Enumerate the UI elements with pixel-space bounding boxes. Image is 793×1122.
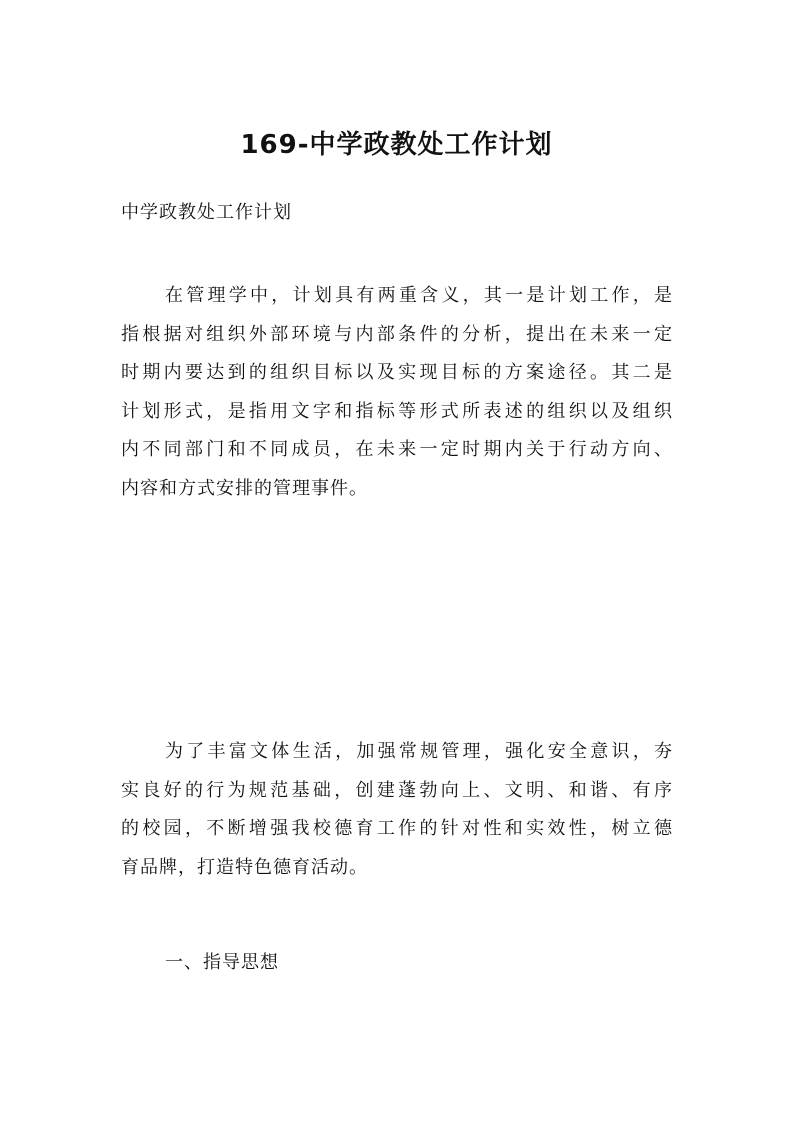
document-subtitle: 中学政教处工作计划 <box>121 202 292 223</box>
paragraph-line: 时期内要达到的组织目标以及实现目标的方案途径。其二是 <box>121 362 673 384</box>
paragraph-line: 在管理学中，计划具有两重含义，其一是计划工作，是 <box>165 285 673 306</box>
paragraph-line: 内容和方式安排的管理事件。 <box>121 477 368 499</box>
paragraph-line: 的校园，不断增强我校德育工作的针对性和实效性，树立德 <box>121 818 673 840</box>
paragraph-goals <box>121 733 673 887</box>
paragraph-line: 育品牌，打造特色德育活动。 <box>121 856 368 878</box>
paragraph-line: 指根据对组织外部环境与内部条件的分析，提出在未来一定 <box>121 323 673 345</box>
paragraph-line: 内不同部门和不同成员，在未来一定时期内关于行动方向、 <box>121 439 673 461</box>
document-title: 169-中学政教处工作计划 <box>240 130 553 160</box>
paragraph-definition <box>121 277 673 509</box>
paragraph-line: 计划形式，是指用文字和指标等形式所表述的组织以及组织 <box>121 400 673 422</box>
section-heading: 一、指导思想 <box>165 952 279 973</box>
paragraph-line: 为了丰富文体生活，加强常规管理，强化安全意识，夯 <box>165 741 673 762</box>
paragraph-line: 实良好的行为规范基础，创建蓬勃向上、文明、和谐、有序 <box>121 779 673 801</box>
